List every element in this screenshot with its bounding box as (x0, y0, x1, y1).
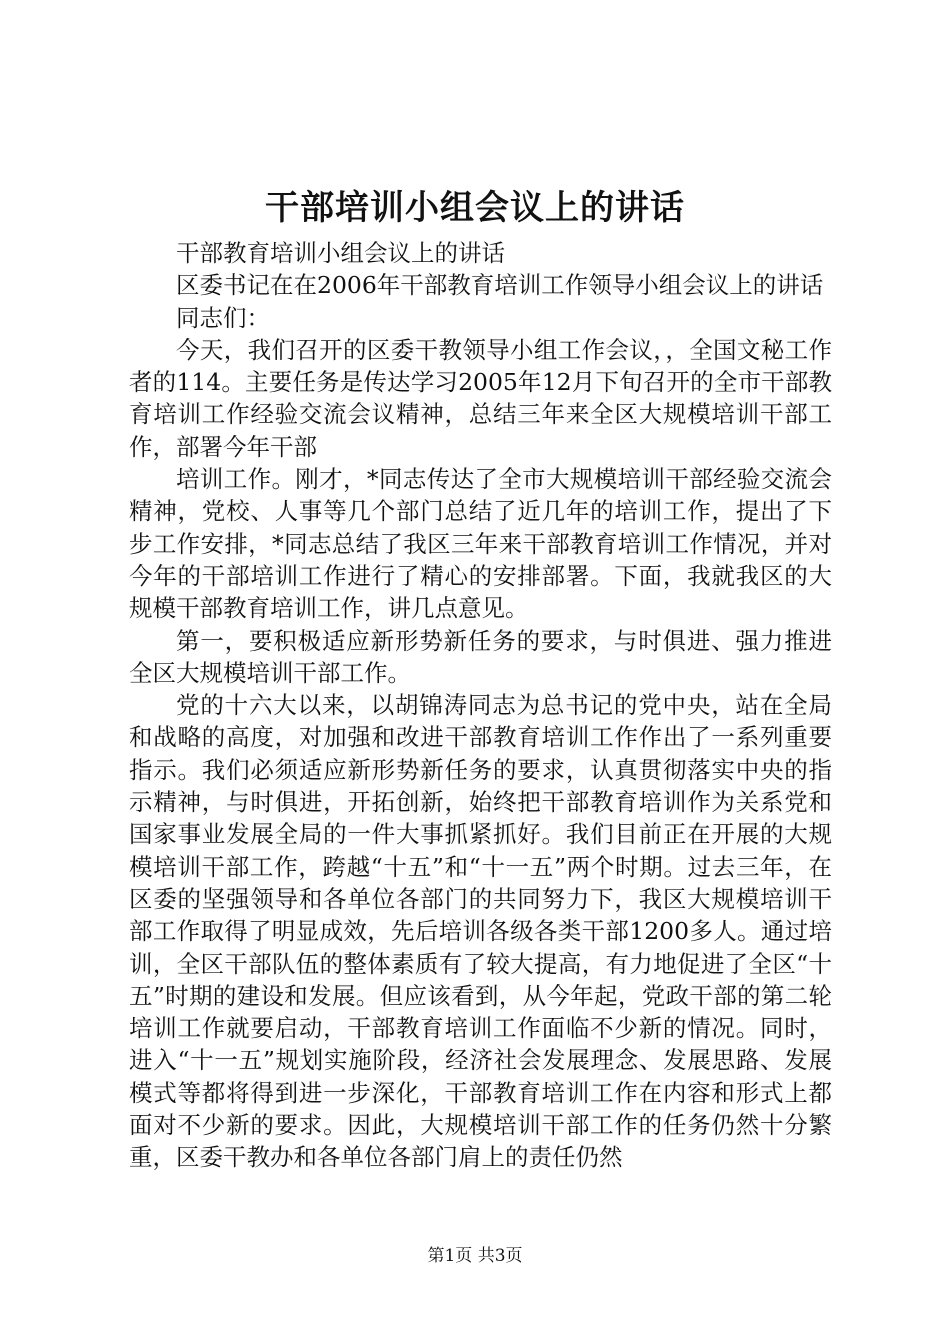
paragraph-point-one: 第一，要积极适应新形势新任务的要求，与时俱进、强力推进全区大规模培训干部工作。 (129, 626, 832, 687)
paragraph-speaker-line: 区委书记在在2006年干部教育培训工作领导小组会议上的讲话 (176, 271, 824, 300)
paragraph-opening: 今天，我们召开的区委干教领导小组工作会议，，全国文秘工作者的114。主要任务是传达学习2005年12月下旬召开的全市干部教育培训工作经验交流会议精神，总结三年来全区大规模培训干部工作，部署今年干部 (129, 335, 832, 461)
paragraph-subtitle: 干部教育培训小组会议上的讲话 (176, 239, 505, 267)
paragraph-salutation: 同志们： (176, 303, 270, 332)
paragraph-review: 培训工作。刚才，*同志传达了全市大规模培训干部经验交流会精神，党校、人事等几个部门总结了近几年的培训工作，提出了下步工作安排，*同志总结了我区三年来干部教育培训工作情况，并对今年的干部培训工作进行了精心的安排部署。下面，我就我区的大规模干部教育培训工作，讲几点意见。 (129, 465, 832, 623)
document-body (129, 237, 832, 1174)
page-footer: 第1页 共3页 (427, 1246, 523, 1266)
paragraph-point-one-detail: 党的十六大以来，以胡锦涛同志为总书记的党中央，站在全局和战略的高度，对加强和改进干部教育培训工作作出了一系列重要指示。我们必须适应新形势新任务的要求，认真贯彻落实中央的指示精神，与时俱进，开拓创新，始终把干部教育培训作为关系党和国家事业发展全局的一件大事抓紧抓好。我们目前正在开展的大规模培训干部工作，跨越“十五”和“十一五”两个时期。过去三年，在区委的坚强领导和各单位各部门的共同努力下，我区大规模培训干部工作取得了明显成效，先后培训各级各类干部1200多人。通过培训，全区干部队伍的整体素质有了较大提高，有力地促进了全区“十五”时期的建设和发展。但应该看到，从今年起，党政干部的第二轮培训工作就要启动，干部教育培训工作面临不少新的情况。同时，进入“十一五”规划实施阶段，经济社会发展理念、发展思路、发展模式等都将得到进一步深化，干部教育培训工作在内容和形式上都面对不少新的要求。因此，大规模培训干部工作的任务仍然十分繁重，区委干教办和各单位各部门肩上的责任仍然 (129, 691, 832, 1172)
document-title: 干部培训小组会议上的讲话 (265, 188, 685, 228)
